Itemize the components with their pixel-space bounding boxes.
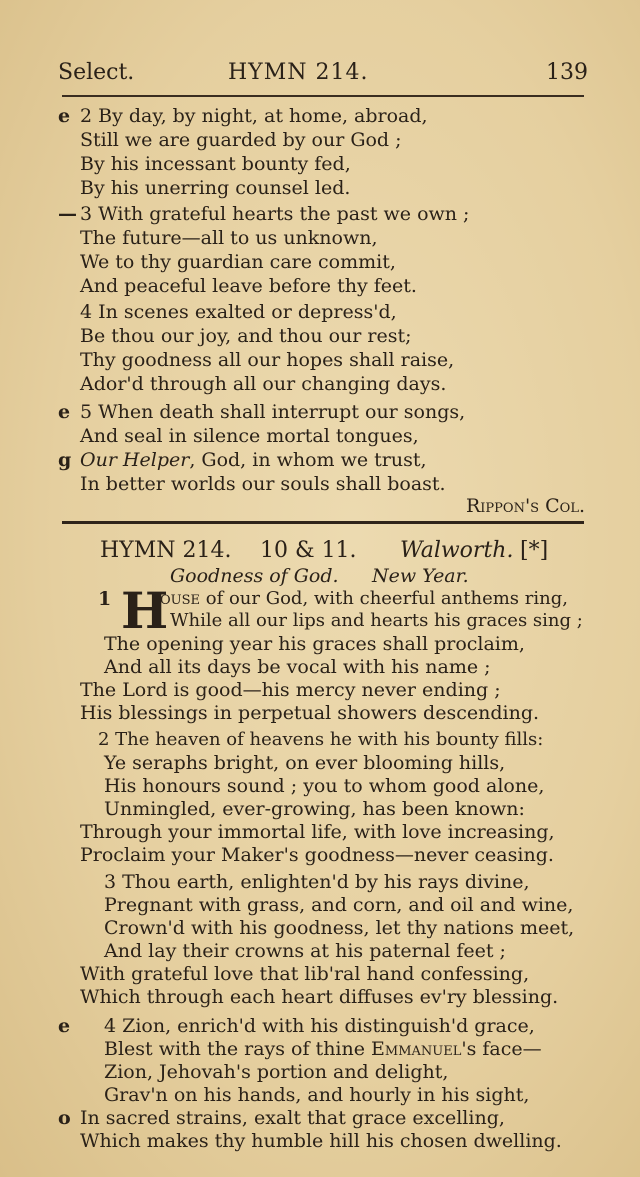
helper-emphasis: Our Helper — [80, 449, 190, 471]
dynamic-marker: g — [58, 449, 72, 471]
verse-line: By his incessant bounty fed, — [80, 153, 351, 175]
verse-line: 4 In scenes exalted or depress'd, — [80, 301, 397, 323]
section-label: Select. — [58, 60, 135, 85]
verse-line: Proclaim your Maker's goodness—never ceasing. — [80, 844, 554, 866]
verse-line: Grav'n on his hands, and hourly in his sight, — [104, 1084, 530, 1106]
verse-line: 3 Thou earth, enlighten'd by his rays divine, — [104, 871, 530, 893]
verse-line: And all its days be vocal with his name ; — [104, 656, 491, 678]
verse-line: 2 By day, by night, at home, abroad, — [80, 105, 428, 127]
verse-line: Thy goodness all our hopes shall raise, — [80, 349, 455, 371]
verse-line: Which makes thy humble hill his chosen dwelling. — [80, 1130, 562, 1152]
attribution: Rippon's Col. — [465, 495, 585, 517]
verse-line: Still we are guarded by our God ; — [80, 129, 402, 151]
verse-line: Unmingled, ever-growing, has been known: — [104, 798, 525, 820]
verse-line — [160, 588, 568, 610]
verse-line: His honours sound ; you to whom good alone, — [104, 775, 545, 797]
verse-fragment: 's face— — [461, 1038, 542, 1060]
verse-line: Zion, Jehovah's portion and delight, — [104, 1061, 449, 1083]
header-hymn-title: HYMN 214. — [228, 60, 369, 85]
verse-line: Ye seraphs bright, on ever blooming hills, — [104, 752, 506, 774]
verse-line: We to thy guardian care commit, — [80, 251, 396, 273]
verse-fragment: Blest with the rays of thine — [104, 1038, 372, 1060]
first-word: ouse — [160, 588, 201, 609]
section-rule — [62, 521, 584, 524]
verse-line: The Lord is good—his mercy never ending ; — [80, 679, 501, 701]
verse-line — [104, 1038, 542, 1060]
verse-line: Pregnant with grass, and corn, and oil and wine, — [104, 894, 574, 916]
hymn-tune: Walworth. — [400, 538, 514, 563]
stanza-number: 1 — [98, 588, 112, 610]
hymn-bracket: [*] — [520, 538, 549, 563]
verse-line: Crown'd with his goodness, let thy nations meet, — [104, 917, 575, 939]
verse-line: 4 Zion, enrich'd with his distinguish'd grace, — [104, 1015, 535, 1037]
running-header — [58, 60, 588, 90]
hymn-title: HYMN 214. — [100, 538, 232, 563]
verse-line: Be thou our joy, and thou our rest; — [80, 325, 412, 347]
drop-cap: H — [121, 581, 169, 640]
verse-line: The opening year his graces shall proclaim, — [104, 633, 525, 655]
hymn-heading — [100, 538, 570, 566]
dynamic-marker: — — [58, 203, 77, 225]
page-number: 139 — [546, 60, 588, 85]
verse-line: In sacred strains, exalt that grace excelling, — [80, 1107, 505, 1129]
helper-rest: , God, in whom we trust, — [189, 449, 427, 471]
verse-line: The future—all to us unknown, — [80, 227, 378, 249]
first-line-rest: of our God, with cheerful anthems ring, — [200, 588, 568, 609]
verse-line: Through your immortal life, with love increasing, — [80, 821, 555, 843]
verse-line — [80, 449, 427, 471]
verse-line: While all our lips and hearts his graces sing ; — [170, 610, 583, 631]
header-rule — [62, 95, 584, 97]
verse-line: Which through each heart diffuses ev'ry blessing. — [80, 986, 559, 1008]
verse-line: And peaceful leave before thy feet. — [80, 275, 417, 297]
dynamic-marker: o — [58, 1107, 71, 1129]
verse-line: In better worlds our souls shall boast. — [80, 473, 446, 495]
hymn-meter: 10 & 11. — [260, 538, 357, 563]
verse-line: 2 The heaven of heavens he with his bounty fills: — [98, 729, 544, 750]
dynamic-marker: e — [58, 401, 71, 423]
dynamic-marker: e — [58, 1015, 71, 1037]
verse-line: His blessings in perpetual showers descending. — [80, 702, 540, 724]
verse-line: 5 When death shall interrupt our songs, — [80, 401, 466, 423]
verse-line: Ador'd through all our changing days. — [80, 373, 447, 395]
verse-line: By his unerring counsel led. — [80, 177, 351, 199]
verse-line: 3 With grateful hearts the past we own ; — [80, 203, 470, 225]
hymn-occasion: New Year. — [372, 565, 469, 587]
verse-line: With grateful love that lib'ral hand confessing, — [80, 963, 530, 985]
hymn-subtitle: Goodness of God. — [170, 565, 339, 587]
dynamic-marker: e — [58, 105, 71, 127]
emmanuel-name: Emmanuel — [371, 1038, 462, 1060]
verse-line: And seal in silence mortal tongues, — [80, 425, 419, 447]
verse-line: And lay their crowns at his paternal feet ; — [104, 940, 506, 962]
